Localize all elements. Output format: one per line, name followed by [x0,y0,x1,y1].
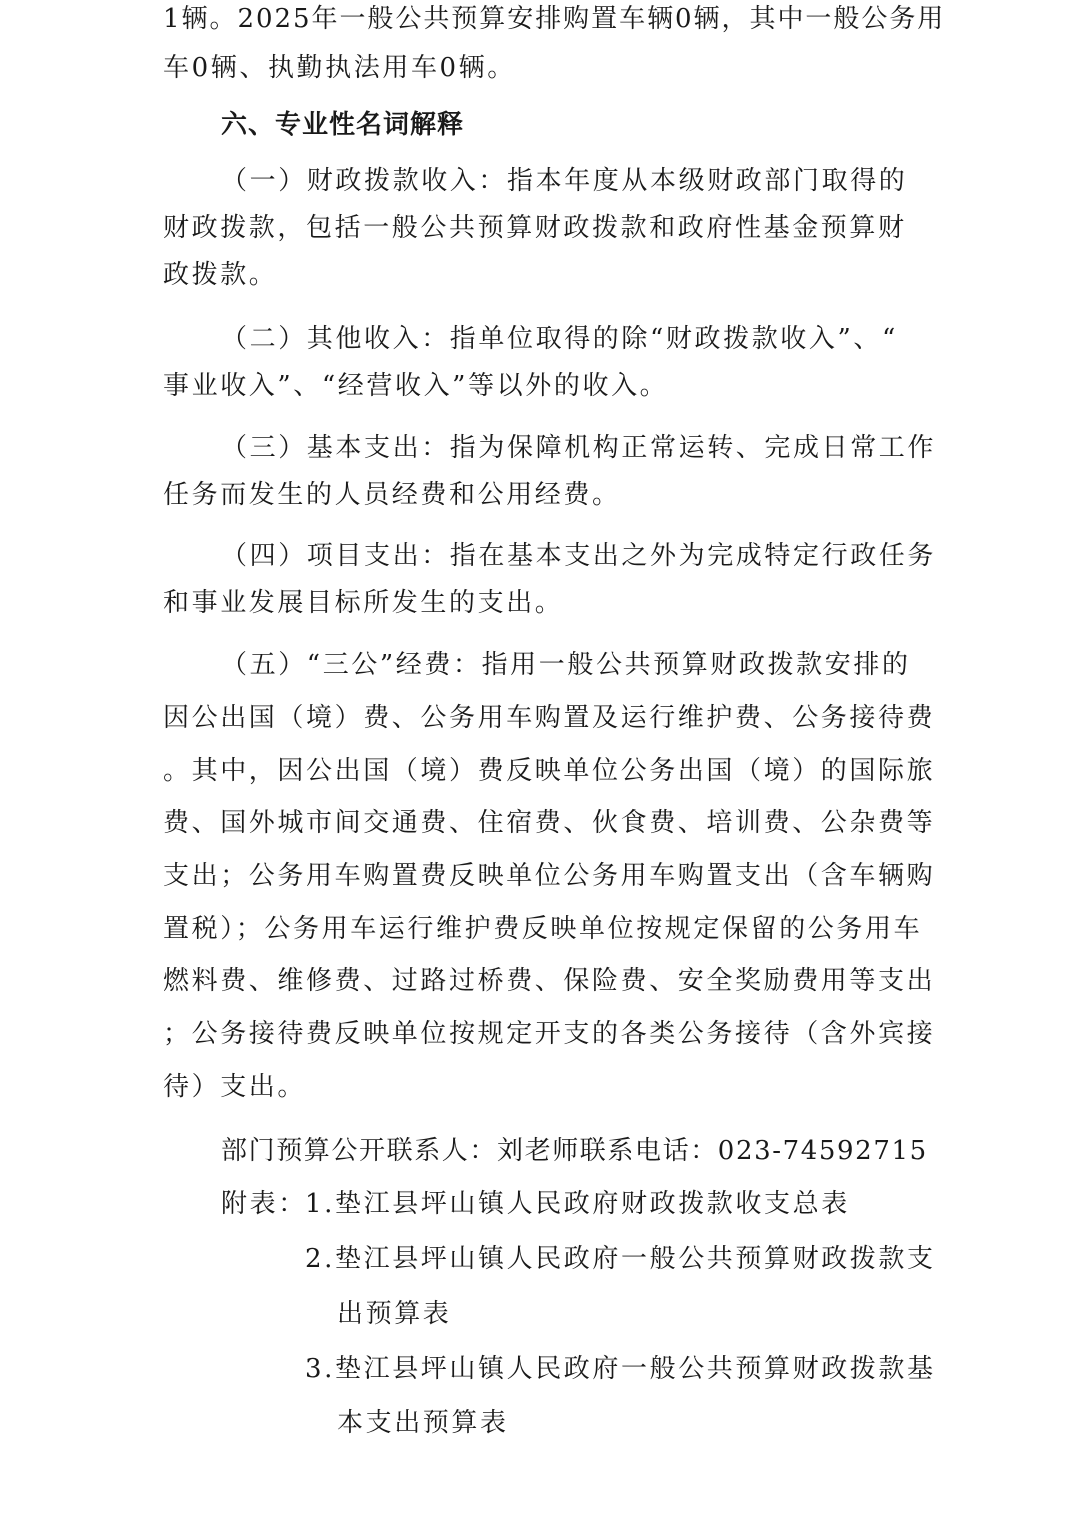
definition-line: 费、国外城市间交通费、住宿费、伙食费、培训费、公杂费等 [163,808,936,838]
definition-line: ；公务接待费反映单位按规定开支的各类公务接待（含外宾接 [163,1019,936,1049]
definition-line: （三）基本支出：指为保障机构正常运转、完成日常工作 [221,433,937,463]
definition-line: 政拨款。 [163,260,278,290]
definition-line: 任务而发生的人员经费和公用经费。 [163,480,621,510]
definition-line: 置税）；公务用车运行维护费反映单位按规定保留的公务用车 [163,914,923,944]
attachment-item-continuation: 出预算表 [337,1299,452,1329]
definition-line: （四）项目支出：指在基本支出之外为完成特定行政任务 [221,541,937,571]
attachment-item: 2.垫江县坪山镇人民政府一般公共预算财政拨款支 [305,1244,936,1274]
definition-line: 和事业发展目标所发生的支出。 [163,588,564,618]
attachment-item-continuation: 本支出预算表 [337,1408,509,1438]
attachment-item: 1.垫江县坪山镇人民政府财政拨款收支总表 [305,1189,850,1219]
contact-line: 部门预算公开联系人：刘老师联系电话：023-74592715 [221,1136,928,1166]
definition-line: 因公出国（境）费、公务用车购置及运行维护费、公务接待费 [163,703,936,733]
definition-line: （一）财政拨款收入：指本年度从本级财政部门取得的 [221,166,908,196]
definition-line: 燃料费、维修费、过路过桥费、保险费、安全奖励费用等支出 [163,966,936,996]
definition-line: 。其中，因公出国（境）费反映单位公务出国（境）的国际旅 [163,756,936,786]
definition-line: 待）支出。 [163,1072,307,1102]
definition-line: （二）其他收入：指单位取得的除“财政拨款收入”、“ [221,324,898,354]
intro-line: 1辆。2025年一般公共预算安排购置车辆0辆，其中一般公务用 [163,4,946,34]
definition-line: 支出；公务用车购置费反映单位公务用车购置支出（含车辆购 [163,861,936,891]
definition-line: 财政拨款，包括一般公共预算财政拨款和政府性基金预算财 [163,213,907,243]
definition-line: 事业收入”、“经营收入”等以外的收入。 [163,371,669,401]
intro-line: 车0辆、执勤执法用车0辆。 [163,53,516,83]
definition-line: （五）“三公”经费：指用一般公共预算财政拨款安排的 [221,650,911,680]
section-heading: 六、专业性名词解释 [221,110,465,140]
attachments-label: 附表： [221,1189,307,1219]
attachment-item: 3.垫江县坪山镇人民政府一般公共预算财政拨款基 [305,1354,936,1384]
